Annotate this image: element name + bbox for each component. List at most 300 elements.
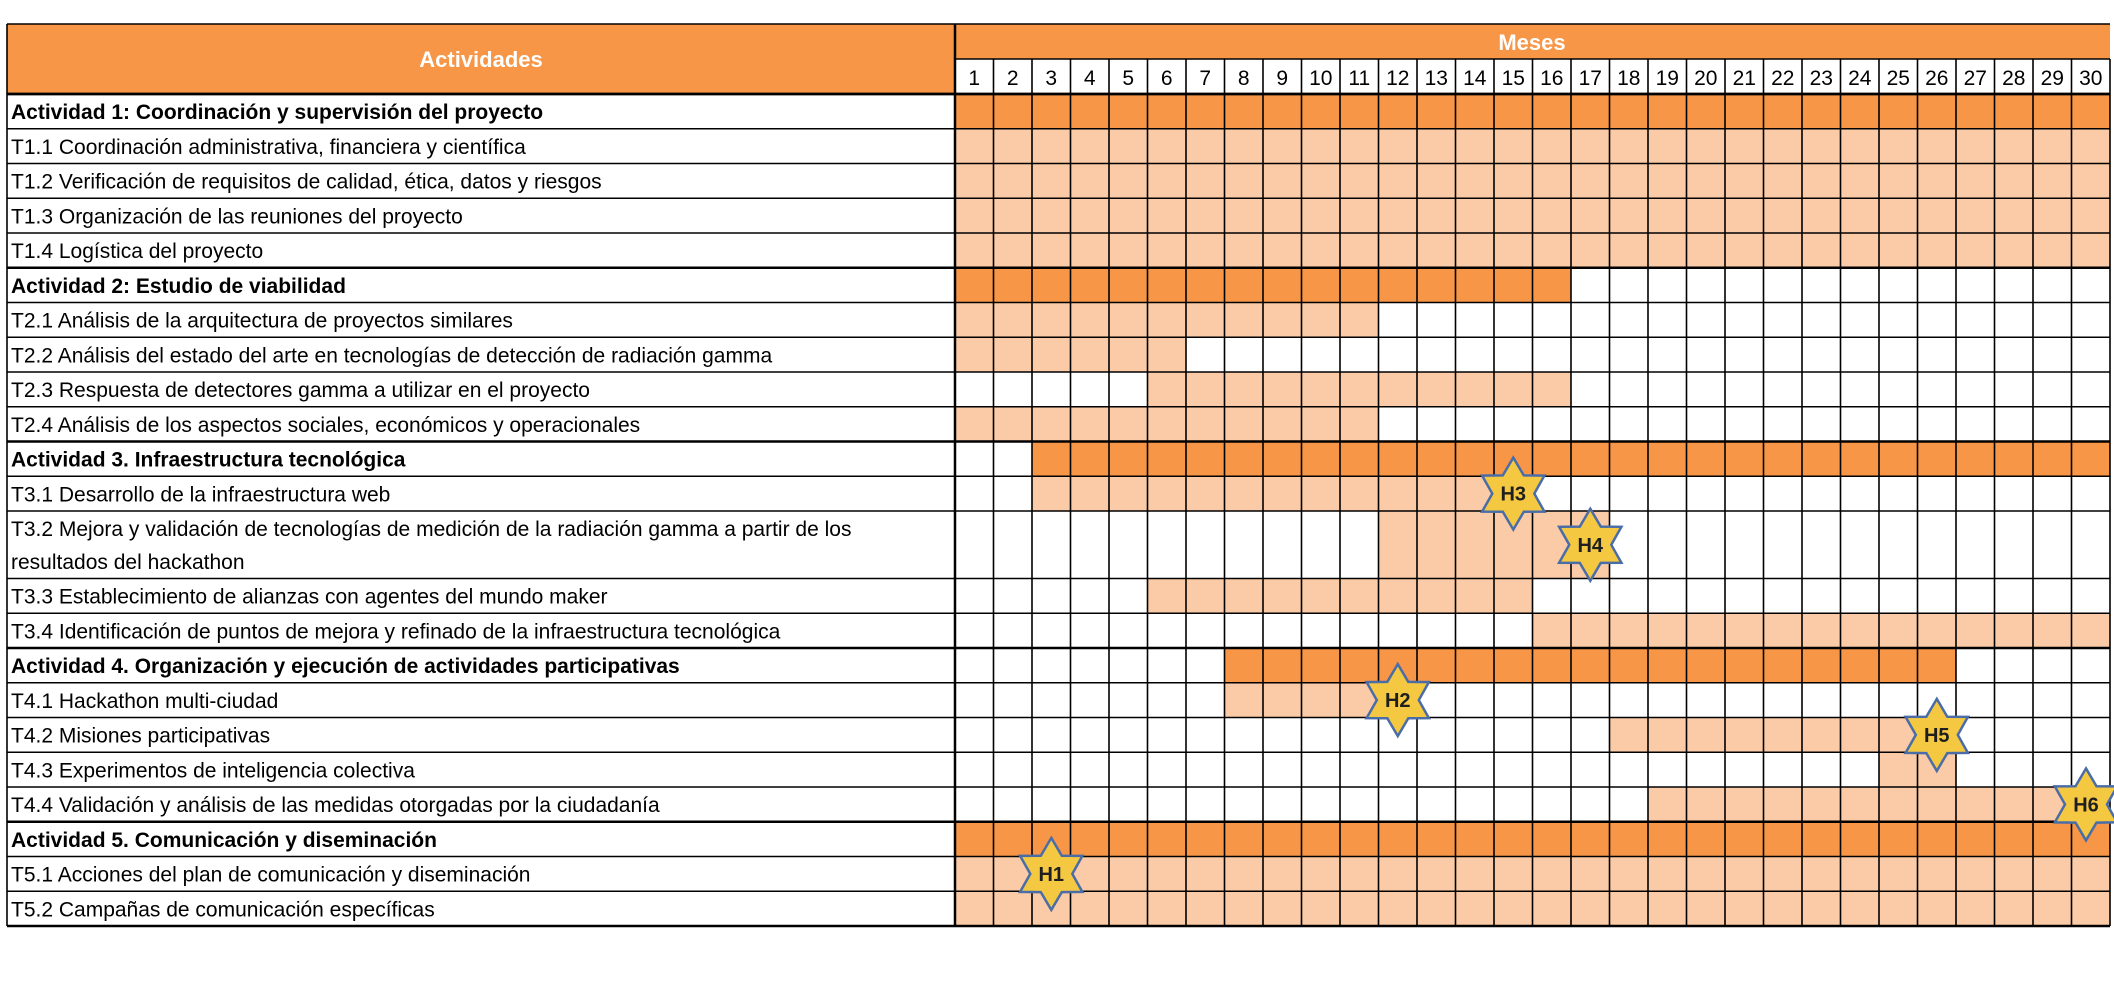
task-bar-cell bbox=[955, 407, 994, 442]
task-bar-cell bbox=[1494, 129, 1533, 164]
task-bar-cell bbox=[1032, 198, 1071, 233]
task-bar-cell bbox=[994, 164, 1033, 199]
milestone-label: H3 bbox=[1500, 483, 1527, 506]
task-bar-cell bbox=[1302, 233, 1341, 268]
task-bar-cell bbox=[1648, 164, 1687, 199]
task-bar-cell bbox=[1648, 787, 1687, 822]
task-bar-cell bbox=[1302, 579, 1341, 614]
task-label: T4.1 Hackathon multi-ciudad bbox=[11, 689, 279, 713]
activity-bar-cell bbox=[1648, 822, 1687, 857]
task-bar-cell bbox=[955, 891, 994, 926]
task-bar-cell bbox=[1918, 233, 1957, 268]
task-label: T2.2 Análisis del estado del arte en tecnologías de detección de radiación gamma bbox=[11, 344, 773, 368]
month-number: 16 bbox=[1540, 67, 1564, 90]
task-bar-cell bbox=[1725, 891, 1764, 926]
task-bar-cell bbox=[1186, 164, 1225, 199]
task-bar-cell bbox=[1456, 511, 1495, 579]
task-bar-cell bbox=[1687, 787, 1726, 822]
task-bar-cell bbox=[1109, 129, 1148, 164]
task-bar-cell bbox=[1071, 337, 1110, 372]
milestone-label: H6 bbox=[2073, 794, 2099, 817]
task-bar-cell bbox=[1109, 233, 1148, 268]
task-bar-cell bbox=[1032, 337, 1071, 372]
activity-bar-cell bbox=[1109, 822, 1148, 857]
task-bar-cell bbox=[1263, 164, 1302, 199]
activity-bar-cell bbox=[1186, 442, 1225, 477]
activity-bar-cell bbox=[1456, 268, 1495, 303]
task-bar-cell bbox=[1109, 164, 1148, 199]
activity-bar-cell bbox=[1764, 94, 1803, 129]
activity-bar-cell bbox=[1571, 822, 1610, 857]
task-bar-cell bbox=[1379, 891, 1418, 926]
task-bar-cell bbox=[1918, 164, 1957, 199]
activity-bar-cell bbox=[1610, 822, 1649, 857]
task-bar-cell bbox=[1956, 164, 1995, 199]
activity-bar-cell bbox=[1725, 822, 1764, 857]
activity-bar-cell bbox=[1302, 268, 1341, 303]
task-bar-cell bbox=[1148, 233, 1187, 268]
activity-bar-cell bbox=[1456, 648, 1495, 683]
activity-bar-cell bbox=[1918, 648, 1957, 683]
activity-bar-cell bbox=[2033, 94, 2072, 129]
activity-bar-cell bbox=[1764, 648, 1803, 683]
activity-bar-cell bbox=[955, 94, 994, 129]
task-bar-cell bbox=[1186, 129, 1225, 164]
activity-bar-cell bbox=[1263, 268, 1302, 303]
task-bar-cell bbox=[1379, 372, 1418, 407]
activity-bar-cell bbox=[1071, 822, 1110, 857]
month-number: 28 bbox=[2002, 67, 2026, 90]
task-bar-cell bbox=[1109, 337, 1148, 372]
activity-bar-cell bbox=[1571, 442, 1610, 477]
month-number: 6 bbox=[1160, 67, 1173, 90]
task-bar-cell bbox=[1225, 579, 1264, 614]
task-bar-cell bbox=[1302, 164, 1341, 199]
month-number: 3 bbox=[1045, 67, 1058, 90]
task-bar-cell bbox=[1610, 857, 1649, 892]
task-bar-cell bbox=[1340, 198, 1379, 233]
task-bar-cell bbox=[1918, 857, 1957, 892]
task-bar-cell bbox=[1687, 129, 1726, 164]
task-bar-cell bbox=[1456, 198, 1495, 233]
activity-bar-cell bbox=[1340, 822, 1379, 857]
activity-bar-cell bbox=[1533, 648, 1572, 683]
month-number: 26 bbox=[1925, 67, 1949, 90]
task-bar-cell bbox=[1340, 857, 1379, 892]
activity-bar-cell bbox=[1456, 442, 1495, 477]
task-bar-cell bbox=[1956, 129, 1995, 164]
task-bar-cell bbox=[1918, 613, 1957, 648]
task-bar-cell bbox=[1148, 476, 1187, 511]
task-bar-cell bbox=[1648, 613, 1687, 648]
activity-bar-cell bbox=[2072, 94, 2111, 129]
activity-bar-cell bbox=[1841, 442, 1880, 477]
task-bar-cell bbox=[1725, 129, 1764, 164]
task-bar-cell bbox=[994, 303, 1033, 338]
task-bar-cell bbox=[1302, 372, 1341, 407]
task-bar-cell bbox=[1456, 579, 1495, 614]
task-bar-cell bbox=[1263, 303, 1302, 338]
activity-bar-cell bbox=[1263, 94, 1302, 129]
month-number: 30 bbox=[2079, 67, 2103, 90]
task-bar-cell bbox=[1225, 164, 1264, 199]
task-bar-cell bbox=[1340, 129, 1379, 164]
task-bar-cell bbox=[1648, 718, 1687, 753]
month-numbers bbox=[968, 67, 2102, 90]
activity-bar-cell bbox=[1610, 648, 1649, 683]
task-bar-cell bbox=[1533, 511, 1572, 579]
activity-bar-cell bbox=[1456, 94, 1495, 129]
task-bar-cell bbox=[1956, 198, 1995, 233]
task-bar-cell bbox=[1225, 303, 1264, 338]
task-label: T3.2 Mejora y validación de tecnologías de medición de la radiación gamma a partir de los bbox=[11, 518, 852, 541]
activity-bar-cell bbox=[1995, 94, 2034, 129]
activity-bar-cell bbox=[1725, 648, 1764, 683]
activity-bar-cell bbox=[1725, 94, 1764, 129]
task-bar-cell bbox=[1263, 407, 1302, 442]
activity-bar-cell bbox=[1533, 442, 1572, 477]
task-bar-cell bbox=[1225, 198, 1264, 233]
task-bar-cell bbox=[994, 233, 1033, 268]
task-label: T1.4 Logística del proyecto bbox=[11, 240, 264, 263]
task-bar-cell bbox=[1302, 683, 1341, 718]
task-bar-cell bbox=[1802, 129, 1841, 164]
task-bar-cell bbox=[1571, 233, 1610, 268]
task-bar-cell bbox=[1148, 164, 1187, 199]
task-bar-cell bbox=[1071, 164, 1110, 199]
task-bar-cell bbox=[1764, 164, 1803, 199]
task-bar-cell bbox=[1302, 891, 1341, 926]
month-number: 22 bbox=[1771, 67, 1795, 90]
task-bar-cell bbox=[1071, 891, 1110, 926]
activity-label: Actividad 1: Coordinación y supervisión del proyecto bbox=[11, 101, 544, 124]
activity-bar-cell bbox=[1648, 442, 1687, 477]
task-bar-cell bbox=[1841, 891, 1880, 926]
task-bar-cell bbox=[1302, 303, 1341, 338]
task-label: T1.3 Organización de las reuniones del proyecto bbox=[11, 205, 463, 229]
task-bar-cell bbox=[1687, 891, 1726, 926]
activity-bar-cell bbox=[1802, 94, 1841, 129]
task-bar-cell bbox=[2033, 198, 2072, 233]
months-header-label: Meses bbox=[1498, 30, 1566, 55]
task-bar-cell bbox=[1071, 198, 1110, 233]
month-number: 25 bbox=[1886, 67, 1910, 90]
activity-bar-cell bbox=[1802, 442, 1841, 477]
activity-bar-cell bbox=[1186, 822, 1225, 857]
task-bar-cell bbox=[1186, 891, 1225, 926]
task-bar-cell bbox=[2033, 857, 2072, 892]
task-bar-cell bbox=[1494, 891, 1533, 926]
task-bar-cell bbox=[1148, 129, 1187, 164]
activity-label: Actividad 3. Infraestructura tecnológica bbox=[11, 448, 406, 472]
milestone-label: H1 bbox=[1038, 863, 1065, 886]
activity-label: Actividad 2: Estudio de viabilidad bbox=[11, 274, 346, 298]
activity-bar-cell bbox=[1995, 442, 2034, 477]
task-bar-cell bbox=[955, 857, 994, 892]
activity-bar-cell bbox=[1148, 94, 1187, 129]
task-bar-cell bbox=[1494, 372, 1533, 407]
month-number: 8 bbox=[1237, 67, 1250, 90]
task-label: T4.3 Experimentos de inteligencia colectiva bbox=[11, 759, 415, 783]
task-bar-cell bbox=[2072, 891, 2111, 926]
task-bar-cell bbox=[2072, 129, 2111, 164]
task-bar-cell bbox=[1148, 891, 1187, 926]
task-bar-cell bbox=[1879, 198, 1918, 233]
task-bar-cell bbox=[1879, 164, 1918, 199]
activity-bar-cell bbox=[1995, 822, 2034, 857]
task-bar-cell bbox=[1687, 198, 1726, 233]
task-bar-cell bbox=[1109, 198, 1148, 233]
task-bar-cell bbox=[1610, 718, 1649, 753]
task-bar-cell bbox=[1225, 891, 1264, 926]
activity-bar-cell bbox=[1687, 822, 1726, 857]
task-bar-cell bbox=[1148, 303, 1187, 338]
task-bar-cell bbox=[1071, 303, 1110, 338]
task-label: T3.4 Identificación de puntos de mejora y refinado de la infraestructura tecnológica bbox=[11, 620, 781, 644]
task-bar-cell bbox=[1263, 579, 1302, 614]
task-bar-cell bbox=[1379, 233, 1418, 268]
task-bar-cell bbox=[1841, 233, 1880, 268]
task-bar-cell bbox=[1764, 718, 1803, 753]
activity-bar-cell bbox=[1956, 442, 1995, 477]
task-bar-cell bbox=[1263, 129, 1302, 164]
task-bar-cell bbox=[1340, 891, 1379, 926]
month-number: 19 bbox=[1655, 67, 1679, 90]
task-label: T1.1 Coordinación administrativa, financiera y científica bbox=[11, 135, 526, 159]
task-bar-cell bbox=[1263, 372, 1302, 407]
month-number: 15 bbox=[1501, 67, 1525, 90]
month-number: 18 bbox=[1617, 67, 1641, 90]
month-number: 2 bbox=[1006, 67, 1019, 90]
task-bar-cell bbox=[1302, 198, 1341, 233]
activity-bar-cell bbox=[1302, 822, 1341, 857]
task-bar-cell bbox=[1995, 129, 2034, 164]
task-bar-cell bbox=[2033, 164, 2072, 199]
task-bar-cell bbox=[955, 129, 994, 164]
task-bar-cell bbox=[1533, 233, 1572, 268]
activity-bar-cell bbox=[1956, 822, 1995, 857]
task-bar-cell bbox=[1764, 787, 1803, 822]
task-bar-cell bbox=[1494, 233, 1533, 268]
month-number: 27 bbox=[1963, 67, 1987, 90]
activity-bar-cell bbox=[1263, 442, 1302, 477]
month-number: 23 bbox=[1809, 67, 1833, 90]
task-bar-cell bbox=[1802, 164, 1841, 199]
task-bar-cell bbox=[1764, 613, 1803, 648]
task-bar-cell bbox=[1648, 891, 1687, 926]
task-bar-cell bbox=[1071, 233, 1110, 268]
task-bar-cell bbox=[1725, 233, 1764, 268]
task-bar-cell bbox=[2033, 129, 2072, 164]
task-label: T4.2 Misiones participativas bbox=[11, 724, 271, 748]
activity-bar-cell bbox=[1764, 442, 1803, 477]
task-bar-cell bbox=[1340, 164, 1379, 199]
activity-bar-cell bbox=[1918, 94, 1957, 129]
task-bar-cell bbox=[1186, 476, 1225, 511]
month-number: 1 bbox=[968, 67, 981, 90]
task-bar-cell bbox=[1879, 233, 1918, 268]
task-bar-cell bbox=[1186, 233, 1225, 268]
task-bar-cell bbox=[1879, 613, 1918, 648]
activity-bar-cell bbox=[1225, 268, 1264, 303]
activity-bar-cell bbox=[1225, 822, 1264, 857]
task-bar-cell bbox=[1109, 303, 1148, 338]
task-bar-cell bbox=[1379, 164, 1418, 199]
task-bar-cell bbox=[1764, 891, 1803, 926]
task-bar-cell bbox=[1263, 683, 1302, 718]
month-number: 24 bbox=[1848, 67, 1872, 90]
activity-bar-cell bbox=[2033, 822, 2072, 857]
month-number: 29 bbox=[2040, 67, 2064, 90]
activity-bar-cell bbox=[1379, 442, 1418, 477]
task-bar-cell bbox=[1571, 613, 1610, 648]
task-bar-cell bbox=[1918, 891, 1957, 926]
activity-bar-cell bbox=[1340, 442, 1379, 477]
task-bar-cell bbox=[1417, 579, 1456, 614]
activity-bar-cell bbox=[1071, 94, 1110, 129]
task-bar-cell bbox=[1225, 372, 1264, 407]
task-bar-cell bbox=[1610, 891, 1649, 926]
activity-bar-cell bbox=[1302, 94, 1341, 129]
month-number: 7 bbox=[1199, 67, 1212, 90]
task-bar-cell bbox=[1225, 233, 1264, 268]
task-bar-cell bbox=[1879, 787, 1918, 822]
task-bar-cell bbox=[1340, 303, 1379, 338]
task-bar-cell bbox=[2033, 613, 2072, 648]
task-bar-cell bbox=[1032, 476, 1071, 511]
task-bar-cell bbox=[1610, 129, 1649, 164]
task-bar-cell bbox=[1456, 891, 1495, 926]
activity-bar-cell bbox=[1109, 94, 1148, 129]
task-bar-cell bbox=[1687, 164, 1726, 199]
task-bar-cell bbox=[1417, 129, 1456, 164]
activity-bar-cell bbox=[1186, 94, 1225, 129]
task-bar-cell bbox=[1918, 787, 1957, 822]
task-bar-cell bbox=[2072, 198, 2111, 233]
task-bar-cell bbox=[955, 303, 994, 338]
month-number: 21 bbox=[1732, 67, 1756, 90]
activity-bar-cell bbox=[1918, 822, 1957, 857]
task-bar-cell bbox=[1225, 129, 1264, 164]
task-bar-cell bbox=[1687, 857, 1726, 892]
task-bar-cell bbox=[1417, 372, 1456, 407]
task-label: T3.1 Desarrollo de la infraestructura web bbox=[11, 483, 391, 507]
month-number: 10 bbox=[1309, 67, 1333, 90]
task-bar-cell bbox=[1109, 407, 1148, 442]
activity-bar-cell bbox=[1571, 648, 1610, 683]
month-number: 17 bbox=[1578, 67, 1602, 90]
activity-bar-cell bbox=[1225, 648, 1264, 683]
task-bar-cell bbox=[1571, 129, 1610, 164]
month-number: 11 bbox=[1348, 67, 1371, 90]
task-bar-cell bbox=[1648, 129, 1687, 164]
task-bar-cell bbox=[1494, 198, 1533, 233]
activity-bar-cell bbox=[955, 268, 994, 303]
task-bar-cell bbox=[1879, 129, 1918, 164]
activity-bar-cell bbox=[1533, 822, 1572, 857]
task-bar-cell bbox=[1879, 891, 1918, 926]
activity-bar-cell bbox=[1533, 268, 1572, 303]
activity-bar-cell bbox=[1687, 94, 1726, 129]
task-bar-cell bbox=[1186, 407, 1225, 442]
task-bar-cell bbox=[1186, 303, 1225, 338]
activity-bar-cell bbox=[1494, 648, 1533, 683]
activity-bar-cell bbox=[1340, 268, 1379, 303]
task-bar-cell bbox=[1456, 164, 1495, 199]
task-bar-cell bbox=[1956, 857, 1995, 892]
task-bar-cell bbox=[1302, 129, 1341, 164]
task-bar-cell bbox=[1610, 233, 1649, 268]
activity-bar-cell bbox=[1225, 442, 1264, 477]
task-bar-cell bbox=[1032, 407, 1071, 442]
task-bar-cell bbox=[1918, 129, 1957, 164]
task-bar-cell bbox=[1379, 857, 1418, 892]
task-bar-cell bbox=[994, 198, 1033, 233]
task-bar-cell bbox=[1956, 613, 1995, 648]
task-bar-cell bbox=[1186, 857, 1225, 892]
month-number: 13 bbox=[1424, 67, 1448, 90]
activity-bar-cell bbox=[1302, 648, 1341, 683]
task-bar-cell bbox=[1109, 857, 1148, 892]
task-bar-cell bbox=[1032, 303, 1071, 338]
task-bar-cell bbox=[1841, 718, 1880, 753]
task-bar-cell bbox=[955, 198, 994, 233]
activity-bar-cell bbox=[1417, 822, 1456, 857]
task-bar-cell bbox=[1533, 613, 1572, 648]
task-bar-cell bbox=[1186, 198, 1225, 233]
activity-bar-cell bbox=[1032, 94, 1071, 129]
task-bar-cell bbox=[1456, 129, 1495, 164]
task-bar-cell bbox=[1417, 891, 1456, 926]
activity-bar-cell bbox=[1918, 442, 1957, 477]
activity-bar-cell bbox=[1879, 442, 1918, 477]
activity-bar-cell bbox=[1032, 442, 1071, 477]
task-bar-cell bbox=[1379, 476, 1418, 511]
task-bar-cell bbox=[1995, 198, 2034, 233]
activity-bar-cell bbox=[1109, 268, 1148, 303]
task-bar-cell bbox=[1494, 857, 1533, 892]
task-bar-cell bbox=[994, 337, 1033, 372]
activity-bar-cell bbox=[1841, 648, 1880, 683]
task-bar-cell bbox=[1610, 198, 1649, 233]
task-bar-cell bbox=[1648, 198, 1687, 233]
task-bar-cell bbox=[955, 233, 994, 268]
task-bar-cell bbox=[1032, 129, 1071, 164]
task-bar-cell bbox=[1379, 511, 1418, 579]
activity-bar-cell bbox=[955, 822, 994, 857]
task-bar-cell bbox=[1533, 891, 1572, 926]
task-bar-cell bbox=[1956, 787, 1995, 822]
task-bar-cell bbox=[1571, 857, 1610, 892]
task-bar-cell bbox=[1263, 476, 1302, 511]
task-bar-cell bbox=[1417, 233, 1456, 268]
task-bar-cell bbox=[1302, 407, 1341, 442]
activity-bar-cell bbox=[1841, 94, 1880, 129]
task-bar-cell bbox=[1379, 579, 1418, 614]
activity-bar-cell bbox=[1879, 822, 1918, 857]
month-number: 14 bbox=[1463, 67, 1487, 90]
activity-bar-cell bbox=[1186, 268, 1225, 303]
task-bar-cell bbox=[1687, 233, 1726, 268]
task-bar-cell bbox=[1764, 857, 1803, 892]
task-bar-cell bbox=[1571, 198, 1610, 233]
month-number: 4 bbox=[1083, 67, 1096, 90]
activity-bar-cell bbox=[1494, 94, 1533, 129]
task-bar-cell bbox=[1802, 891, 1841, 926]
activity-bar-cell bbox=[994, 94, 1033, 129]
task-label: T4.4 Validación y análisis de las medidas otorgadas por la ciudadanía bbox=[11, 794, 660, 817]
activity-bar-cell bbox=[1648, 648, 1687, 683]
